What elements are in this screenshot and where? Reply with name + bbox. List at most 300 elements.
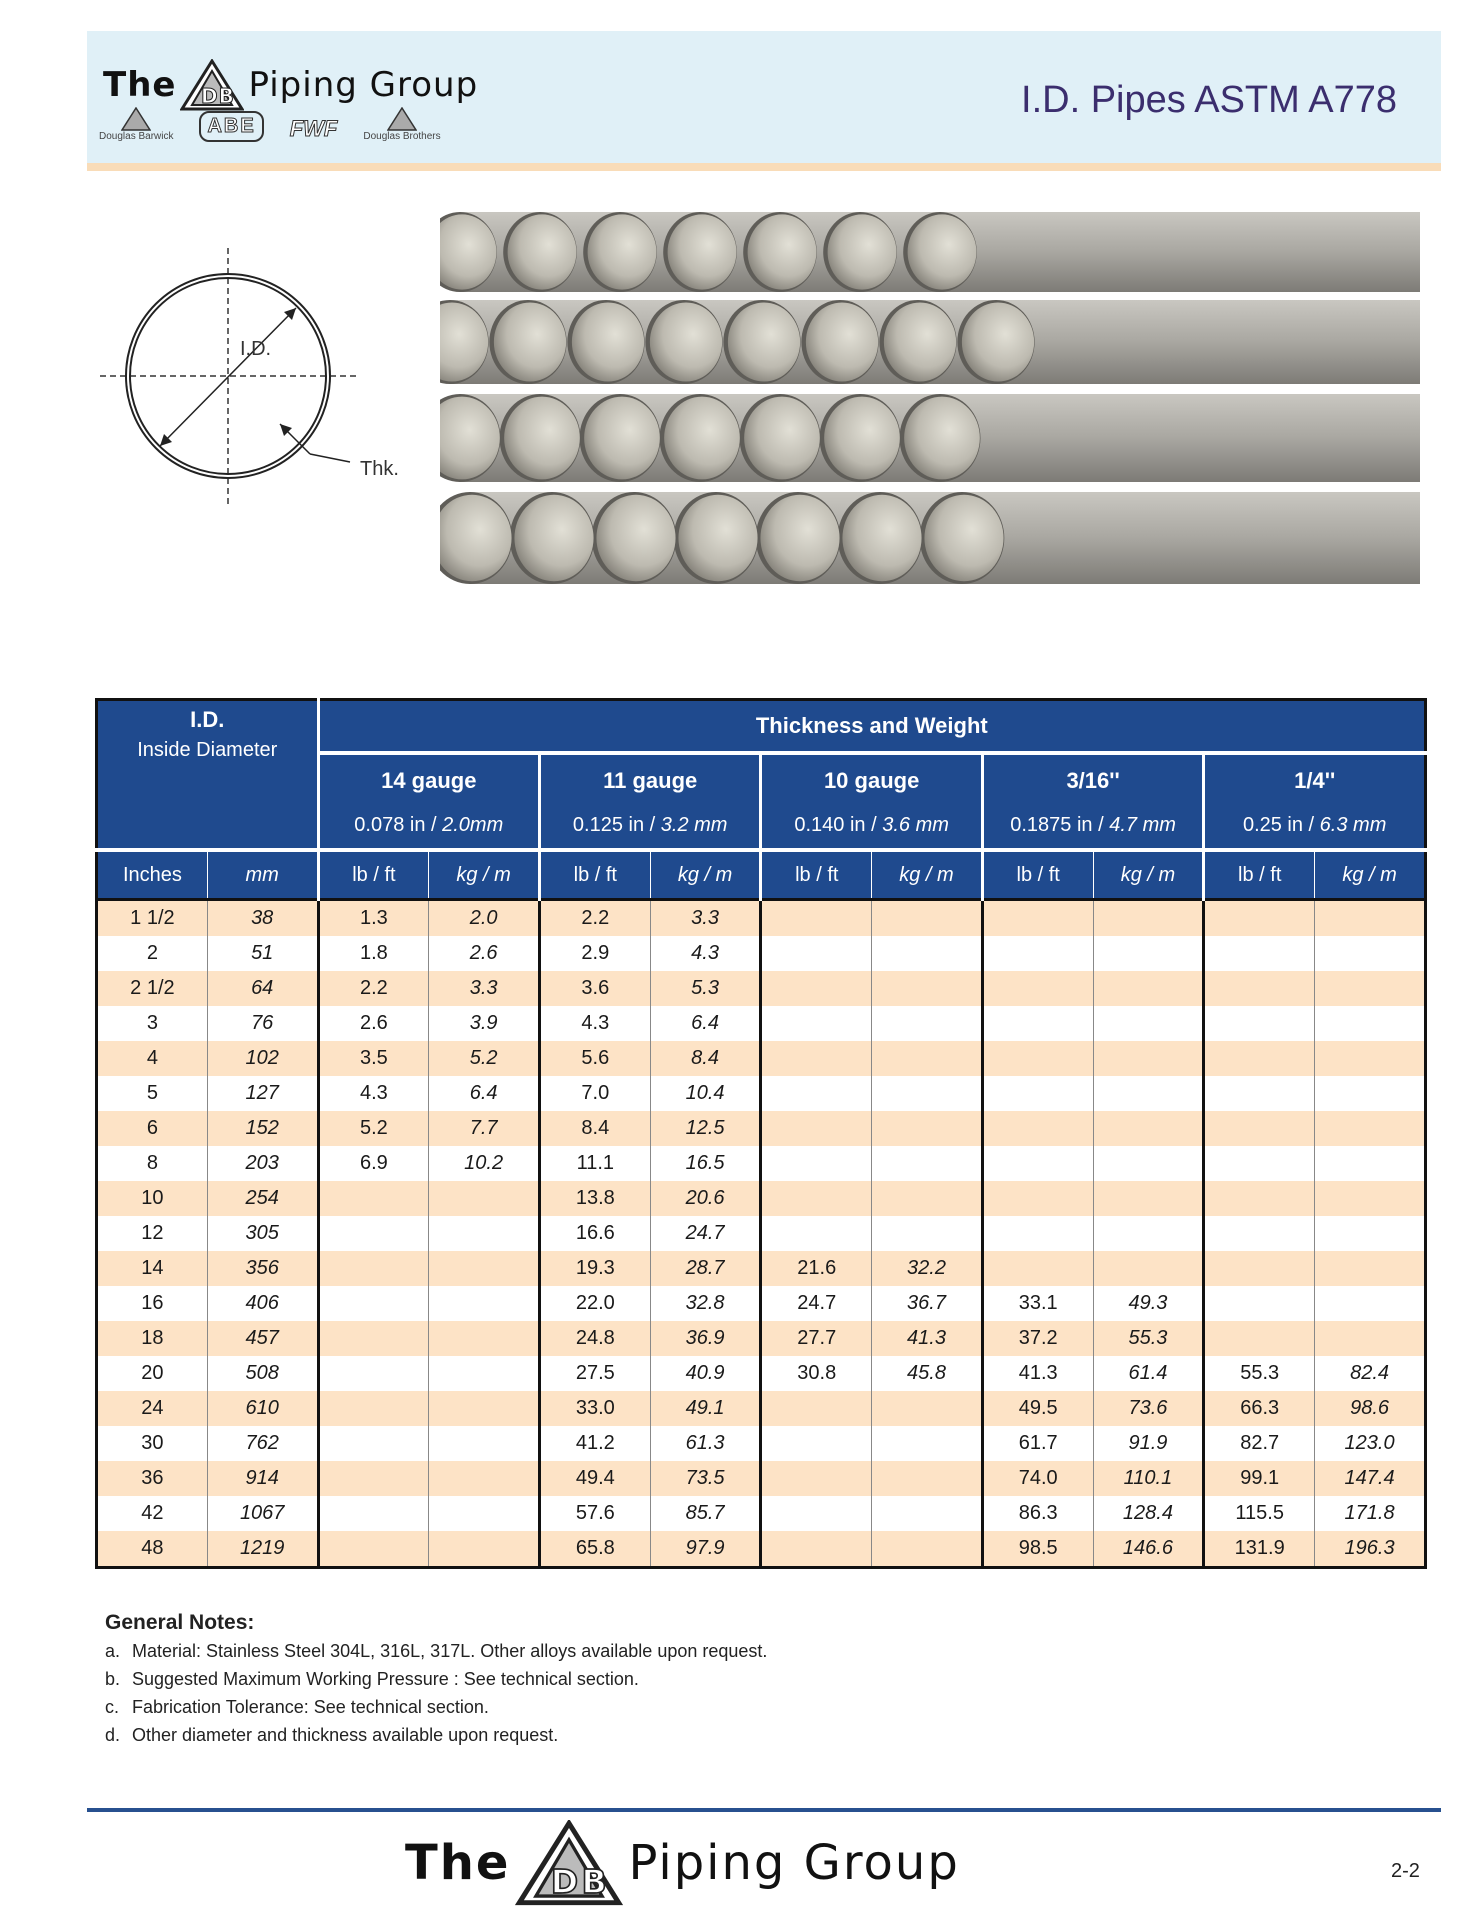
unit-kgm: kg / m <box>872 850 983 900</box>
table-cell: 610 <box>207 1391 318 1426</box>
table-cell <box>872 1531 983 1568</box>
table-cell <box>1204 1181 1315 1216</box>
table-cell <box>1204 1076 1315 1111</box>
table-cell <box>1204 900 1315 937</box>
table-cell <box>982 936 1093 971</box>
table-cell: 146.6 <box>1093 1531 1204 1568</box>
table-cell: 7.0 <box>539 1076 650 1111</box>
table-cell: 51 <box>207 936 318 971</box>
unit-kgm: kg / m <box>1315 850 1426 900</box>
table-cell <box>1204 1321 1315 1356</box>
table-cell <box>761 1496 872 1531</box>
table-cell: 20.6 <box>650 1181 761 1216</box>
table-cell: 6.4 <box>429 1076 540 1111</box>
fwf-logo: FWF <box>289 116 338 141</box>
table-cell <box>761 1391 872 1426</box>
table-row <box>97 1006 1426 1041</box>
table-cell: 8.4 <box>539 1111 650 1146</box>
table-cell <box>429 1251 540 1286</box>
table-row <box>97 1251 1426 1286</box>
table-cell: 4.3 <box>650 936 761 971</box>
table-cell <box>1315 1111 1426 1146</box>
page-title: I.D. Pipes ASTM A778 <box>1021 79 1397 121</box>
gauge-size-mm: 3.2 mm <box>660 813 728 836</box>
table-cell: 49.5 <box>982 1391 1093 1426</box>
thickness-label: Thk. <box>360 458 399 480</box>
table-cell: 73.6 <box>1093 1391 1204 1426</box>
table-cell: 110.1 <box>1093 1461 1204 1496</box>
gauge-size <box>761 802 982 850</box>
table-cell: 3.3 <box>650 900 761 937</box>
table-cell <box>318 1286 429 1321</box>
table-cell: 27.5 <box>539 1356 650 1391</box>
table-cell: 48 <box>97 1531 208 1568</box>
table-cell <box>1093 1216 1204 1251</box>
table-cell: 55.3 <box>1204 1356 1315 1391</box>
table-cell: 5.2 <box>429 1041 540 1076</box>
table-cell: 85.7 <box>650 1496 761 1531</box>
table-cell: 6.4 <box>650 1006 761 1041</box>
table-cell <box>982 971 1093 1006</box>
page-header <box>87 31 1441 171</box>
table-cell: 19.3 <box>539 1251 650 1286</box>
footer-logo <box>405 1820 960 1906</box>
table-cell: 3 <box>97 1006 208 1041</box>
table-cell: 98.5 <box>982 1531 1093 1568</box>
table-cell: 127 <box>207 1076 318 1111</box>
table-cell <box>429 1426 540 1461</box>
unit-inches: Inches <box>97 850 208 900</box>
table-cell: 91.9 <box>1093 1426 1204 1461</box>
table-cell <box>1315 900 1426 937</box>
table-cell: 102 <box>207 1041 318 1076</box>
table-row <box>97 1461 1426 1496</box>
table-cell: 508 <box>207 1356 318 1391</box>
table-cell: 14 <box>97 1251 208 1286</box>
table-cell: 115.5 <box>1204 1496 1315 1531</box>
table-cell: 5.2 <box>318 1111 429 1146</box>
table-cell <box>429 1216 540 1251</box>
table-cell <box>1315 971 1426 1006</box>
table-cell <box>1315 1286 1426 1321</box>
table-cell <box>761 1531 872 1568</box>
table-cell: 3.6 <box>539 971 650 1006</box>
table-cell <box>1093 1146 1204 1181</box>
table-cell: 41.3 <box>982 1356 1093 1391</box>
table-cell <box>872 971 983 1006</box>
table-cell: 1.8 <box>318 936 429 971</box>
sub-logo-abe <box>199 111 263 142</box>
note-item <box>105 1666 812 1692</box>
table-row <box>97 1391 1426 1426</box>
table-cell: 4.3 <box>318 1076 429 1111</box>
sub-logo-douglas-barwick <box>99 107 173 142</box>
table-row <box>97 1321 1426 1356</box>
table-cell <box>1315 1041 1426 1076</box>
table-cell <box>429 1356 540 1391</box>
table-cell: 33.0 <box>539 1391 650 1426</box>
note-marker: b. <box>105 1669 121 1689</box>
table-cell: 305 <box>207 1216 318 1251</box>
table-cell <box>429 1496 540 1531</box>
table-cell: 32.2 <box>872 1251 983 1286</box>
table-cell: 38 <box>207 900 318 937</box>
gauge-size-in: 0.078 in / <box>354 813 443 836</box>
table-cell <box>318 1391 429 1426</box>
table-cell: 73.5 <box>650 1461 761 1496</box>
table-cell: 22.0 <box>539 1286 650 1321</box>
triangle-small-icon <box>387 107 417 131</box>
gauge-size <box>1204 802 1426 850</box>
table-cell <box>761 1041 872 1076</box>
table-cell: 82.4 <box>1315 1356 1426 1391</box>
table-cell <box>1093 1181 1204 1216</box>
table-cell: 49.1 <box>650 1391 761 1426</box>
table-cell <box>761 1181 872 1216</box>
table-cell: 1 1/2 <box>97 900 208 937</box>
table-cell: 16 <box>97 1286 208 1321</box>
table-cell: 6.9 <box>318 1146 429 1181</box>
gauge-size-mm: 2.0mm <box>442 813 504 836</box>
gauge-header: 1/4'' <box>1204 753 1426 802</box>
note-marker: d. <box>105 1725 121 1745</box>
table-row <box>97 1286 1426 1321</box>
table-cell: 61.7 <box>982 1426 1093 1461</box>
table-cell: 61.3 <box>650 1426 761 1461</box>
table-cell: 74.0 <box>982 1461 1093 1496</box>
table-cell <box>429 1321 540 1356</box>
table-cell <box>761 1146 872 1181</box>
table-cell <box>982 1216 1093 1251</box>
gauge-header: 10 gauge <box>761 753 982 802</box>
triangle-small-icon <box>121 107 151 131</box>
pipes-photo <box>440 200 1430 670</box>
table-cell: 97.9 <box>650 1531 761 1568</box>
table-cell: 16.5 <box>650 1146 761 1181</box>
table-cell: 2 <box>97 936 208 971</box>
gauge-size-mm: 4.7 mm <box>1109 813 1176 836</box>
table-cell <box>318 1426 429 1461</box>
table-cell <box>982 1006 1093 1041</box>
gauge-header: 3/16'' <box>982 753 1203 802</box>
triangle-logo-icon <box>514 1820 624 1906</box>
table-cell <box>1093 1251 1204 1286</box>
table-cell: 2 1/2 <box>97 971 208 1006</box>
table-cell: 64 <box>207 971 318 1006</box>
table-cell: 30.8 <box>761 1356 872 1391</box>
table-cell: 41.2 <box>539 1426 650 1461</box>
table-cell: 28.7 <box>650 1251 761 1286</box>
table-cell: 3.5 <box>318 1041 429 1076</box>
table-cell: 123.0 <box>1315 1426 1426 1461</box>
table-cell: 2.2 <box>318 971 429 1006</box>
table-cell <box>1315 936 1426 971</box>
table-cell <box>1093 900 1204 937</box>
table-cell <box>872 1391 983 1426</box>
table-cell <box>429 1286 540 1321</box>
note-item <box>105 1694 812 1720</box>
table-row <box>97 1076 1426 1111</box>
table-cell: 762 <box>207 1426 318 1461</box>
table-cell: 61.4 <box>1093 1356 1204 1391</box>
table-cell <box>1204 1006 1315 1041</box>
table-cell: 2.9 <box>539 936 650 971</box>
table-cell: 131.9 <box>1204 1531 1315 1568</box>
table-cell: 86.3 <box>982 1496 1093 1531</box>
page-number: 2-2 <box>1391 1860 1420 1882</box>
table-cell <box>872 1006 983 1041</box>
table-cell: 5 <box>97 1076 208 1111</box>
sub-logo-label: Douglas Brothers <box>363 131 441 142</box>
table-cell: 203 <box>207 1146 318 1181</box>
table-cell: 57.6 <box>539 1496 650 1531</box>
table-cell: 2.6 <box>318 1006 429 1041</box>
table-cell: 196.3 <box>1315 1531 1426 1568</box>
logo-word-the: The <box>103 65 177 105</box>
table-cell <box>1204 1251 1315 1286</box>
table-cell: 2.0 <box>429 900 540 937</box>
logo-word-piping-group: Piping Group <box>248 65 479 105</box>
table-cell: 30 <box>97 1426 208 1461</box>
table-cell: 40.9 <box>650 1356 761 1391</box>
table-cell: 12.5 <box>650 1111 761 1146</box>
table-cell: 6 <box>97 1111 208 1146</box>
table-cell: 5.6 <box>539 1041 650 1076</box>
table-cell: 10.2 <box>429 1146 540 1181</box>
svg-text:DB: DB <box>201 84 236 108</box>
table-cell: 1219 <box>207 1531 318 1568</box>
id-header-title: I.D. <box>190 707 225 732</box>
note-text: Other diameter and thickness available upon request. <box>132 1725 559 1745</box>
table-cell <box>761 1216 872 1251</box>
gauge-size-in: 0.125 in / <box>572 813 661 836</box>
table-cell <box>1093 1006 1204 1041</box>
table-cell <box>982 1181 1093 1216</box>
table-cell: 21.6 <box>761 1251 872 1286</box>
table-cell <box>761 1006 872 1041</box>
unit-mm: mm <box>207 850 318 900</box>
table-cell: 36 <box>97 1461 208 1496</box>
table-cell <box>872 1496 983 1531</box>
table-cell <box>1204 936 1315 971</box>
table-cell <box>1093 1111 1204 1146</box>
table-cell: 914 <box>207 1461 318 1496</box>
sub-logo-label: Douglas Barwick <box>99 131 174 142</box>
table-cell <box>761 1426 872 1461</box>
table-cell: 10.4 <box>650 1076 761 1111</box>
gauge-size-mm: 3.6 mm <box>882 813 949 836</box>
table-cell: 3.3 <box>429 971 540 1006</box>
table-cell <box>761 971 872 1006</box>
table-cell <box>761 1461 872 1496</box>
table-cell <box>1315 1251 1426 1286</box>
table-cell: 10 <box>97 1181 208 1216</box>
table-row <box>97 1531 1426 1568</box>
gauge-size <box>982 802 1203 850</box>
table-cell: 152 <box>207 1111 318 1146</box>
table-cell <box>761 900 872 937</box>
gauge-size-in: 0.1875 in / <box>1010 813 1110 836</box>
table-cell <box>429 1391 540 1426</box>
unit-lbft: lb / ft <box>761 850 872 900</box>
table-cell: 24.7 <box>761 1286 872 1321</box>
table-cell <box>982 1041 1093 1076</box>
table-cell: 36.7 <box>872 1286 983 1321</box>
sub-logo-douglas-brothers <box>363 107 440 142</box>
table-row <box>97 1181 1426 1216</box>
gauge-size-in: 0.25 in / <box>1242 813 1320 836</box>
triangle-logo-icon <box>180 59 244 111</box>
table-cell <box>1315 1321 1426 1356</box>
table-cell <box>1204 1216 1315 1251</box>
table-cell: 65.8 <box>539 1531 650 1568</box>
table-cell: 24 <box>97 1391 208 1426</box>
table-cell <box>982 1251 1093 1286</box>
table-cell <box>872 1461 983 1496</box>
sub-logos <box>99 107 441 142</box>
table-cell <box>1315 1216 1426 1251</box>
general-notes <box>105 1610 812 1750</box>
table-cell: 16.6 <box>539 1216 650 1251</box>
table-cell <box>318 1356 429 1391</box>
table-cell <box>761 1111 872 1146</box>
footer-logo-the: The <box>405 1835 511 1891</box>
unit-kgm: kg / m <box>650 850 761 900</box>
gauge-size-in: 0.140 in / <box>794 813 883 836</box>
table-cell: 27.7 <box>761 1321 872 1356</box>
id-header <box>97 700 319 803</box>
table-cell: 5.3 <box>650 971 761 1006</box>
table-cell <box>982 900 1093 937</box>
table-cell <box>1093 1076 1204 1111</box>
table-body <box>97 900 1426 1568</box>
note-marker: c. <box>105 1697 120 1717</box>
table-cell: 55.3 <box>1093 1321 1204 1356</box>
table-cell: 356 <box>207 1251 318 1286</box>
table-cell: 49.3 <box>1093 1286 1204 1321</box>
note-marker: a. <box>105 1641 121 1661</box>
table-row <box>97 971 1426 1006</box>
unit-lbft: lb / ft <box>539 850 650 900</box>
table-cell <box>1204 1041 1315 1076</box>
table-cell: 171.8 <box>1315 1496 1426 1531</box>
table-cell <box>318 1496 429 1531</box>
table-cell <box>872 936 983 971</box>
id-header-subtitle: Inside Diameter <box>137 739 278 761</box>
pipe-spec-table <box>95 698 1427 1569</box>
table-cell: 66.3 <box>1204 1391 1315 1426</box>
abe-logo: ABE <box>199 111 263 142</box>
table-cell: 12 <box>97 1216 208 1251</box>
table-cell: 45.8 <box>872 1356 983 1391</box>
table-cell: 24.8 <box>539 1321 650 1356</box>
table-cell <box>1315 1181 1426 1216</box>
footer-divider <box>87 1808 1441 1812</box>
table-cell: 457 <box>207 1321 318 1356</box>
note-item <box>105 1722 812 1748</box>
table-cell <box>318 1321 429 1356</box>
table-cell: 41.3 <box>872 1321 983 1356</box>
table-cell <box>872 1181 983 1216</box>
table-row <box>97 936 1426 971</box>
table-cell: 24.7 <box>650 1216 761 1251</box>
table-cell <box>1093 971 1204 1006</box>
table-cell <box>1315 1076 1426 1111</box>
table-row <box>97 1426 1426 1461</box>
table-cell <box>872 1146 983 1181</box>
note-text: Fabrication Tolerance: See technical section. <box>132 1697 489 1717</box>
table-cell <box>1093 1041 1204 1076</box>
table-cell <box>1204 1146 1315 1181</box>
table-cell <box>1315 1146 1426 1181</box>
footer-logo-piping-group: Piping Group <box>628 1835 960 1891</box>
table-cell <box>982 1076 1093 1111</box>
table-cell <box>318 1181 429 1216</box>
table-cell: 1.3 <box>318 900 429 937</box>
gauge-size <box>318 802 539 850</box>
table-row <box>97 900 1426 937</box>
table-cell <box>429 1181 540 1216</box>
table-cell: 82.7 <box>1204 1426 1315 1461</box>
table-cell <box>1204 1111 1315 1146</box>
table-row <box>97 1496 1426 1531</box>
table-cell: 147.4 <box>1315 1461 1426 1496</box>
table-cell <box>1315 1006 1426 1041</box>
table-cell: 49.4 <box>539 1461 650 1496</box>
table-cell: 4.3 <box>539 1006 650 1041</box>
table-cell: 18 <box>97 1321 208 1356</box>
id-header-spacer <box>97 802 319 850</box>
table-cell <box>872 1041 983 1076</box>
notes-title: General Notes: <box>105 1611 255 1634</box>
table-cell: 99.1 <box>1204 1461 1315 1496</box>
unit-kgm: kg / m <box>429 850 540 900</box>
table-cell: 42 <box>97 1496 208 1531</box>
table-cell <box>872 1216 983 1251</box>
table-cell <box>872 1076 983 1111</box>
table-cell: 4 <box>97 1041 208 1076</box>
table-cell <box>318 1251 429 1286</box>
table-cell <box>872 1426 983 1461</box>
table-cell: 32.8 <box>650 1286 761 1321</box>
gauge-header: 11 gauge <box>539 753 760 802</box>
note-text: Suggested Maximum Working Pressure : See technical section. <box>132 1669 639 1689</box>
table-cell <box>982 1111 1093 1146</box>
unit-lbft: lb / ft <box>318 850 429 900</box>
table-cell: 36.9 <box>650 1321 761 1356</box>
table-cell: 7.7 <box>429 1111 540 1146</box>
table-cell <box>872 900 983 937</box>
table-cell: 8.4 <box>650 1041 761 1076</box>
table-cell: 98.6 <box>1315 1391 1426 1426</box>
note-text: Material: Stainless Steel 304L, 316L, 317L. Other alloys available upon request. <box>132 1641 768 1661</box>
table-cell: 76 <box>207 1006 318 1041</box>
svg-text:DB: DB <box>551 1861 611 1901</box>
thickness-weight-header: Thickness and Weight <box>318 700 1425 754</box>
note-item <box>105 1638 812 1664</box>
gauge-size <box>539 802 760 850</box>
table-cell: 13.8 <box>539 1181 650 1216</box>
table-cell <box>761 1076 872 1111</box>
unit-kgm: kg / m <box>1093 850 1204 900</box>
table-cell <box>318 1461 429 1496</box>
table-cell: 254 <box>207 1181 318 1216</box>
table-cell: 128.4 <box>1093 1496 1204 1531</box>
table-row <box>97 1356 1426 1391</box>
table-cell: 37.2 <box>982 1321 1093 1356</box>
table-row <box>97 1216 1426 1251</box>
id-label: I.D. <box>240 338 272 360</box>
